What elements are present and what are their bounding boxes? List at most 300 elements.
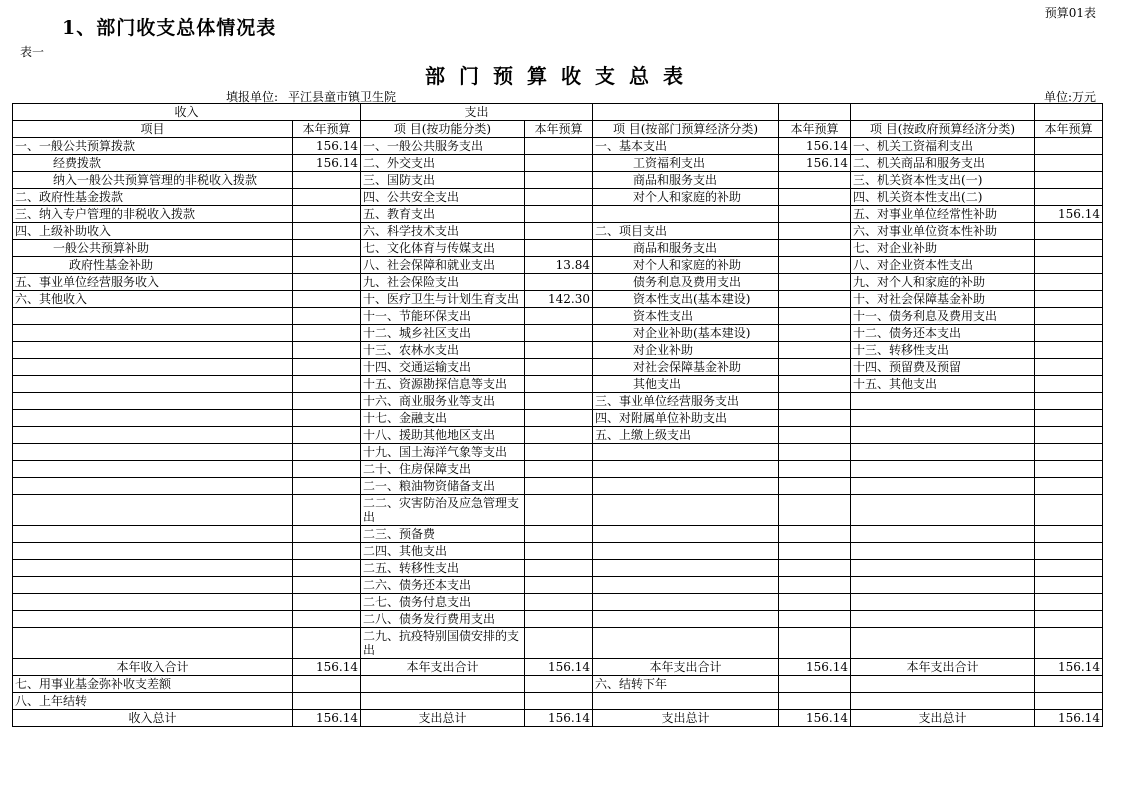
- func-amount-cell: [525, 342, 593, 359]
- income-item-cell: [13, 560, 293, 577]
- income-item-cell: 六、其他收入: [13, 291, 293, 308]
- income-amount-cell: [293, 577, 361, 594]
- gov-econ-item-cell: [851, 461, 1035, 478]
- income-amount-cell: [293, 410, 361, 427]
- income-amount-cell: [293, 325, 361, 342]
- gov-econ-amount-cell: [1035, 444, 1103, 461]
- income-item-cell: [13, 325, 293, 342]
- table-row: [13, 189, 1103, 206]
- gov-econ-item-cell: 五、对事业单位经常性补助: [851, 206, 1035, 223]
- gov-econ-amount-cell: [1035, 138, 1103, 155]
- table-row: [13, 359, 1103, 376]
- gov-econ-amount-cell: [1035, 526, 1103, 543]
- func-amount-cell: [525, 478, 593, 495]
- gov-econ-item-cell: 三、机关资本性支出(一): [851, 172, 1035, 189]
- func-amount-cell: 142.30: [525, 291, 593, 308]
- dept-econ-item-header: 项 目(按部门预算经济分类): [593, 121, 779, 138]
- gov-econ-item-cell: [851, 693, 1035, 710]
- dept-econ-item-cell: 资本性支出: [593, 308, 779, 325]
- income-item-cell: [13, 393, 293, 410]
- income-item-cell: [13, 410, 293, 427]
- gov-econ-item-cell: 四、机关资本性支出(二): [851, 189, 1035, 206]
- income-item-cell: [13, 495, 293, 526]
- func-amount-cell: [525, 325, 593, 342]
- func-amount-cell: 156.14: [525, 710, 593, 727]
- dept-econ-amount-cell: [779, 628, 851, 659]
- dept-econ-amount-cell: 156.14: [779, 710, 851, 727]
- income-amount-cell: 156.14: [293, 659, 361, 676]
- gov-econ-amount-cell: [1035, 461, 1103, 478]
- table-row: [13, 560, 1103, 577]
- income-amount-cell: [293, 376, 361, 393]
- dept-econ-amount-cell: [779, 240, 851, 257]
- dept-econ-item-cell: 一、基本支出: [593, 138, 779, 155]
- table-row: [13, 257, 1103, 274]
- income-item-cell: 二、政府性基金拨款: [13, 189, 293, 206]
- func-item-cell: 本年支出合计: [361, 659, 525, 676]
- func-item-cell: 十九、国土海洋气象等支出: [361, 444, 525, 461]
- dept-econ-amount-cell: [779, 478, 851, 495]
- gov-econ-amount-cell: 156.14: [1035, 206, 1103, 223]
- dept-econ-item-cell: [593, 693, 779, 710]
- income-item-cell: [13, 611, 293, 628]
- empty-header-cell: [593, 104, 779, 121]
- group-header-row: [13, 104, 1103, 121]
- gov-econ-item-cell: 七、对企业补助: [851, 240, 1035, 257]
- func-item-cell: 十二、城乡社区支出: [361, 325, 525, 342]
- table-row: [13, 291, 1103, 308]
- func-amount-cell: [525, 594, 593, 611]
- dept-econ-amount-cell: [779, 410, 851, 427]
- dept-econ-item-cell: [593, 543, 779, 560]
- dept-econ-amount-cell: [779, 325, 851, 342]
- income-item-cell: [13, 427, 293, 444]
- income-amount-cell: [293, 461, 361, 478]
- gov-econ-item-cell: [851, 444, 1035, 461]
- func-amount-cell: [525, 461, 593, 478]
- income-item-cell: [13, 478, 293, 495]
- income-item-cell: [13, 308, 293, 325]
- func-amount-cell: [525, 560, 593, 577]
- table-row: [13, 172, 1103, 189]
- gov-econ-item-cell: 十三、转移性支出: [851, 342, 1035, 359]
- dept-econ-item-cell: 其他支出: [593, 376, 779, 393]
- func-amount-cell: [525, 495, 593, 526]
- main-title: 部门预算收支总表: [425, 64, 697, 88]
- table-row: [13, 427, 1103, 444]
- gov-econ-amount-cell: [1035, 393, 1103, 410]
- gov-econ-item-cell: [851, 495, 1035, 526]
- dept-econ-amount-cell: [779, 359, 851, 376]
- table-row: [13, 478, 1103, 495]
- func-item-cell: 二二、灾害防治及应急管理支出: [361, 495, 525, 526]
- func-item-cell: 四、公共安全支出: [361, 189, 525, 206]
- gov-econ-item-cell: 本年支出合计: [851, 659, 1035, 676]
- gov-econ-amount-cell: [1035, 577, 1103, 594]
- dept-econ-amount-cell: [779, 444, 851, 461]
- dept-econ-item-cell: 对社会保障基金补助: [593, 359, 779, 376]
- gov-econ-item-cell: [851, 577, 1035, 594]
- gov-econ-item-cell: [851, 526, 1035, 543]
- income-item-cell: [13, 461, 293, 478]
- func-amount-cell: [525, 410, 593, 427]
- func-item-cell: 九、社会保险支出: [361, 274, 525, 291]
- dept-econ-item-cell: [593, 495, 779, 526]
- dept-econ-amount-cell: [779, 274, 851, 291]
- dept-econ-amount-cell: [779, 427, 851, 444]
- func-amount-cell: [525, 359, 593, 376]
- table-row: [13, 342, 1103, 359]
- dept-econ-item-cell: [593, 206, 779, 223]
- gov-econ-amount-cell: [1035, 189, 1103, 206]
- income-amount-cell: 156.14: [293, 155, 361, 172]
- income-amount-cell: [293, 495, 361, 526]
- income-amount-cell: [293, 693, 361, 710]
- dept-econ-item-cell: [593, 444, 779, 461]
- income-item-cell: 纳入一般公共预算管理的非税收入拨款: [13, 172, 293, 189]
- gov-econ-amount-cell: [1035, 560, 1103, 577]
- func-amount-cell: [525, 543, 593, 560]
- income-amount-cell: [293, 189, 361, 206]
- table-row: [13, 461, 1103, 478]
- income-item-cell: [13, 342, 293, 359]
- gov-econ-item-cell: 十二、债务还本支出: [851, 325, 1035, 342]
- year-total-row: [13, 659, 1103, 676]
- dept-econ-amount-cell: [779, 495, 851, 526]
- gov-econ-item-cell: 九、对个人和家庭的补助: [851, 274, 1035, 291]
- dept-econ-item-cell: 五、上缴上级支出: [593, 427, 779, 444]
- dept-econ-item-cell: 资本性支出(基本建设): [593, 291, 779, 308]
- income-amount-cell: 156.14: [293, 710, 361, 727]
- func-item-cell: 二七、债务付息支出: [361, 594, 525, 611]
- income-amount-cell: [293, 223, 361, 240]
- table-row: [13, 495, 1103, 526]
- income-item-cell: [13, 359, 293, 376]
- dept-econ-amount-cell: [779, 257, 851, 274]
- func-item-cell: 二九、抗疫特别国债安排的支出: [361, 628, 525, 659]
- gov-econ-amount-cell: [1035, 172, 1103, 189]
- income-item-cell: [13, 376, 293, 393]
- func-item-cell: 十一、节能环保支出: [361, 308, 525, 325]
- dept-econ-amount-cell: [779, 393, 851, 410]
- dept-econ-item-cell: [593, 478, 779, 495]
- gov-econ-item-header: 项 目(按政府预算经济分类): [851, 121, 1035, 138]
- gov-econ-amount-cell: [1035, 410, 1103, 427]
- gov-econ-amount-cell: 156.14: [1035, 659, 1103, 676]
- dept-econ-amount-cell: [779, 461, 851, 478]
- income-item-cell: [13, 543, 293, 560]
- income-amount-cell: [293, 560, 361, 577]
- func-item-cell: [361, 693, 525, 710]
- gov-econ-amount-cell: [1035, 155, 1103, 172]
- dept-econ-amount-cell: [779, 223, 851, 240]
- table-row: [13, 594, 1103, 611]
- dept-econ-amount-cell: [779, 291, 851, 308]
- func-item-header: 项 目(按功能分类): [361, 121, 525, 138]
- dept-econ-amount-cell: [779, 676, 851, 693]
- gov-econ-amount-cell: [1035, 325, 1103, 342]
- dept-econ-amount-cell: [779, 693, 851, 710]
- dept-econ-item-cell: 债务利息及费用支出: [593, 274, 779, 291]
- income-item-cell: [13, 526, 293, 543]
- income-amount-cell: [293, 594, 361, 611]
- income-amount-cell: [293, 240, 361, 257]
- func-amount-cell: 13.84: [525, 257, 593, 274]
- dept-econ-item-cell: 商品和服务支出: [593, 172, 779, 189]
- gov-econ-item-cell: [851, 628, 1035, 659]
- income-item-cell: 七、用事业基金弥补收支差额: [13, 676, 293, 693]
- amount-header: 本年预算: [779, 121, 851, 138]
- column-header-row: [13, 121, 1103, 138]
- dept-econ-item-cell: 三、事业单位经营服务支出: [593, 393, 779, 410]
- gov-econ-amount-cell: [1035, 308, 1103, 325]
- gov-econ-item-cell: [851, 543, 1035, 560]
- income-item-cell: [13, 594, 293, 611]
- income-amount-cell: [293, 393, 361, 410]
- func-amount-cell: [525, 393, 593, 410]
- dept-econ-item-cell: [593, 577, 779, 594]
- table-row: [13, 155, 1103, 172]
- unit-name: 平江县童市镇卫生院: [288, 90, 397, 104]
- table-row: [13, 206, 1103, 223]
- gov-econ-amount-cell: [1035, 427, 1103, 444]
- func-item-cell: 二六、债务还本支出: [361, 577, 525, 594]
- dept-econ-amount-cell: 156.14: [779, 138, 851, 155]
- currency-unit: 单位:万元: [1043, 90, 1096, 104]
- expense-group-header: 支出: [361, 104, 593, 121]
- func-item-cell: 七、文化体育与传媒支出: [361, 240, 525, 257]
- func-amount-cell: [525, 308, 593, 325]
- dept-econ-amount-cell: [779, 342, 851, 359]
- income-item-cell: 四、上级补助收入: [13, 223, 293, 240]
- gov-econ-item-cell: 八、对企业资本性支出: [851, 257, 1035, 274]
- budget-summary-table: [12, 103, 1103, 727]
- func-amount-cell: [525, 223, 593, 240]
- dept-econ-amount-cell: [779, 526, 851, 543]
- gov-econ-item-cell: [851, 560, 1035, 577]
- gov-econ-item-cell: [851, 427, 1035, 444]
- income-item-cell: 一、一般公共预算拨款: [13, 138, 293, 155]
- amount-header: 本年预算: [1035, 121, 1103, 138]
- func-amount-cell: [525, 676, 593, 693]
- amount-header: 本年预算: [525, 121, 593, 138]
- func-amount-cell: [525, 376, 593, 393]
- gov-econ-amount-cell: [1035, 376, 1103, 393]
- gov-econ-amount-cell: [1035, 628, 1103, 659]
- dept-econ-item-cell: 对个人和家庭的补助: [593, 257, 779, 274]
- gov-econ-amount-cell: [1035, 240, 1103, 257]
- table-row: [13, 240, 1103, 257]
- gov-econ-amount-cell: [1035, 223, 1103, 240]
- table-row: [13, 676, 1103, 693]
- func-item-cell: 二一、粮油物资储备支出: [361, 478, 525, 495]
- dept-econ-item-cell: 工资福利支出: [593, 155, 779, 172]
- gov-econ-item-cell: 支出总计: [851, 710, 1035, 727]
- gov-econ-amount-cell: [1035, 611, 1103, 628]
- dept-econ-item-cell: 六、结转下年: [593, 676, 779, 693]
- table-row: [13, 628, 1103, 659]
- gov-econ-amount-cell: 156.14: [1035, 710, 1103, 727]
- income-group-header: 收入: [13, 104, 361, 121]
- gov-econ-item-cell: 十四、预留费及预留: [851, 359, 1035, 376]
- income-amount-cell: [293, 444, 361, 461]
- gov-econ-item-cell: 十一、债务利息及费用支出: [851, 308, 1035, 325]
- func-amount-cell: [525, 189, 593, 206]
- func-item-cell: 十六、商业服务业等支出: [361, 393, 525, 410]
- func-item-cell: 五、教育支出: [361, 206, 525, 223]
- gov-econ-amount-cell: [1035, 478, 1103, 495]
- func-amount-cell: [525, 138, 593, 155]
- table-row: [13, 223, 1103, 240]
- func-item-cell: 六、科学技术支出: [361, 223, 525, 240]
- func-item-cell: 十、医疗卫生与计划生育支出: [361, 291, 525, 308]
- func-amount-cell: [525, 155, 593, 172]
- dept-econ-amount-cell: [779, 189, 851, 206]
- func-amount-cell: [525, 611, 593, 628]
- gov-econ-item-cell: [851, 410, 1035, 427]
- table-row: [13, 138, 1103, 155]
- income-amount-cell: [293, 342, 361, 359]
- gov-econ-amount-cell: [1035, 257, 1103, 274]
- table-row: [13, 325, 1103, 342]
- income-item-cell: 经费拨款: [13, 155, 293, 172]
- gov-econ-amount-cell: [1035, 495, 1103, 526]
- func-amount-cell: [525, 628, 593, 659]
- dept-econ-item-cell: 商品和服务支出: [593, 240, 779, 257]
- empty-header-cell: [1035, 104, 1103, 121]
- gov-econ-item-cell: 一、机关工资福利支出: [851, 138, 1035, 155]
- func-item-cell: 二三、预备费: [361, 526, 525, 543]
- gov-econ-item-cell: [851, 611, 1035, 628]
- func-item-cell: 十八、援助其他地区支出: [361, 427, 525, 444]
- func-amount-cell: [525, 172, 593, 189]
- empty-header-cell: [851, 104, 1035, 121]
- dept-econ-item-cell: [593, 611, 779, 628]
- budget-table-body: [13, 138, 1103, 727]
- dept-econ-amount-cell: [779, 206, 851, 223]
- dept-econ-item-cell: [593, 461, 779, 478]
- gov-econ-amount-cell: [1035, 291, 1103, 308]
- income-item-cell: 三、纳入专户管理的非税收入拨款: [13, 206, 293, 223]
- func-item-cell: 十七、金融支出: [361, 410, 525, 427]
- dept-econ-amount-cell: [779, 543, 851, 560]
- func-item-cell: 十四、交通运输支出: [361, 359, 525, 376]
- income-item-cell: 政府性基金补助: [13, 257, 293, 274]
- dept-econ-item-cell: 对企业补助: [593, 342, 779, 359]
- func-item-cell: 二四、其他支出: [361, 543, 525, 560]
- income-amount-cell: [293, 206, 361, 223]
- dept-econ-amount-cell: [779, 577, 851, 594]
- income-item-cell: 收入总计: [13, 710, 293, 727]
- dept-econ-amount-cell: [779, 611, 851, 628]
- func-item-cell: 十五、资源勘探信息等支出: [361, 376, 525, 393]
- gov-econ-item-cell: 十五、其他支出: [851, 376, 1035, 393]
- gov-econ-amount-cell: [1035, 693, 1103, 710]
- income-item-header: 项目: [13, 121, 293, 138]
- gov-econ-item-cell: [851, 594, 1035, 611]
- func-amount-cell: [525, 693, 593, 710]
- income-item-cell: 五、事业单位经营服务收入: [13, 274, 293, 291]
- dept-econ-item-cell: 四、对附属单位补助支出: [593, 410, 779, 427]
- income-item-cell: [13, 444, 293, 461]
- table-row: [13, 308, 1103, 325]
- func-item-cell: 二八、债务发行费用支出: [361, 611, 525, 628]
- fill-unit-label: 填报单位:: [226, 90, 279, 104]
- table-label: 表一: [20, 45, 45, 59]
- dept-econ-item-cell: [593, 560, 779, 577]
- income-amount-cell: [293, 676, 361, 693]
- dept-econ-item-cell: 二、项目支出: [593, 223, 779, 240]
- gov-econ-amount-cell: [1035, 274, 1103, 291]
- income-amount-cell: [293, 274, 361, 291]
- gov-econ-amount-cell: [1035, 594, 1103, 611]
- dept-econ-item-cell: 对企业补助(基本建设): [593, 325, 779, 342]
- table-row: [13, 393, 1103, 410]
- dept-econ-amount-cell: [779, 308, 851, 325]
- table-row: [13, 410, 1103, 427]
- income-item-cell: [13, 577, 293, 594]
- income-amount-cell: [293, 308, 361, 325]
- table-row: [13, 526, 1103, 543]
- func-amount-cell: 156.14: [525, 659, 593, 676]
- form-number: 预算01表: [1044, 6, 1096, 20]
- income-item-cell: 一般公共预算补助: [13, 240, 293, 257]
- income-item-cell: 八、上年结转: [13, 693, 293, 710]
- empty-header-cell: [779, 104, 851, 121]
- income-amount-cell: [293, 543, 361, 560]
- gov-econ-item-cell: 六、对事业单位资本性补助: [851, 223, 1035, 240]
- table-row: [13, 693, 1103, 710]
- gov-econ-amount-cell: [1035, 543, 1103, 560]
- dept-econ-item-cell: [593, 594, 779, 611]
- func-amount-cell: [525, 526, 593, 543]
- dept-econ-item-cell: 对个人和家庭的补助: [593, 189, 779, 206]
- func-item-cell: [361, 676, 525, 693]
- table-row: [13, 577, 1103, 594]
- income-item-cell: 本年收入合计: [13, 659, 293, 676]
- func-amount-cell: [525, 240, 593, 257]
- dept-econ-amount-cell: [779, 594, 851, 611]
- income-amount-cell: [293, 359, 361, 376]
- func-amount-cell: [525, 206, 593, 223]
- income-amount-cell: [293, 257, 361, 274]
- func-amount-cell: [525, 444, 593, 461]
- table-row: [13, 543, 1103, 560]
- func-item-cell: 一、一般公共服务支出: [361, 138, 525, 155]
- income-amount-cell: [293, 427, 361, 444]
- income-amount-cell: [293, 291, 361, 308]
- income-amount-cell: [293, 526, 361, 543]
- gov-econ-item-cell: [851, 676, 1035, 693]
- gov-econ-amount-cell: [1035, 342, 1103, 359]
- income-amount-cell: 156.14: [293, 138, 361, 155]
- gov-econ-item-cell: 十、对社会保障基金补助: [851, 291, 1035, 308]
- gov-econ-item-cell: 二、机关商品和服务支出: [851, 155, 1035, 172]
- section-title: 1、部门收支总体情况表: [62, 17, 277, 39]
- dept-econ-item-cell: [593, 526, 779, 543]
- func-item-cell: 支出总计: [361, 710, 525, 727]
- table-row: [13, 611, 1103, 628]
- func-amount-cell: [525, 427, 593, 444]
- func-item-cell: 八、社会保障和就业支出: [361, 257, 525, 274]
- dept-econ-item-cell: 本年支出合计: [593, 659, 779, 676]
- func-item-cell: 二五、转移性支出: [361, 560, 525, 577]
- grand-total-row: [13, 710, 1103, 727]
- dept-econ-item-cell: 支出总计: [593, 710, 779, 727]
- func-item-cell: 三、国防支出: [361, 172, 525, 189]
- func-item-cell: 十三、农林水支出: [361, 342, 525, 359]
- table-row: [13, 376, 1103, 393]
